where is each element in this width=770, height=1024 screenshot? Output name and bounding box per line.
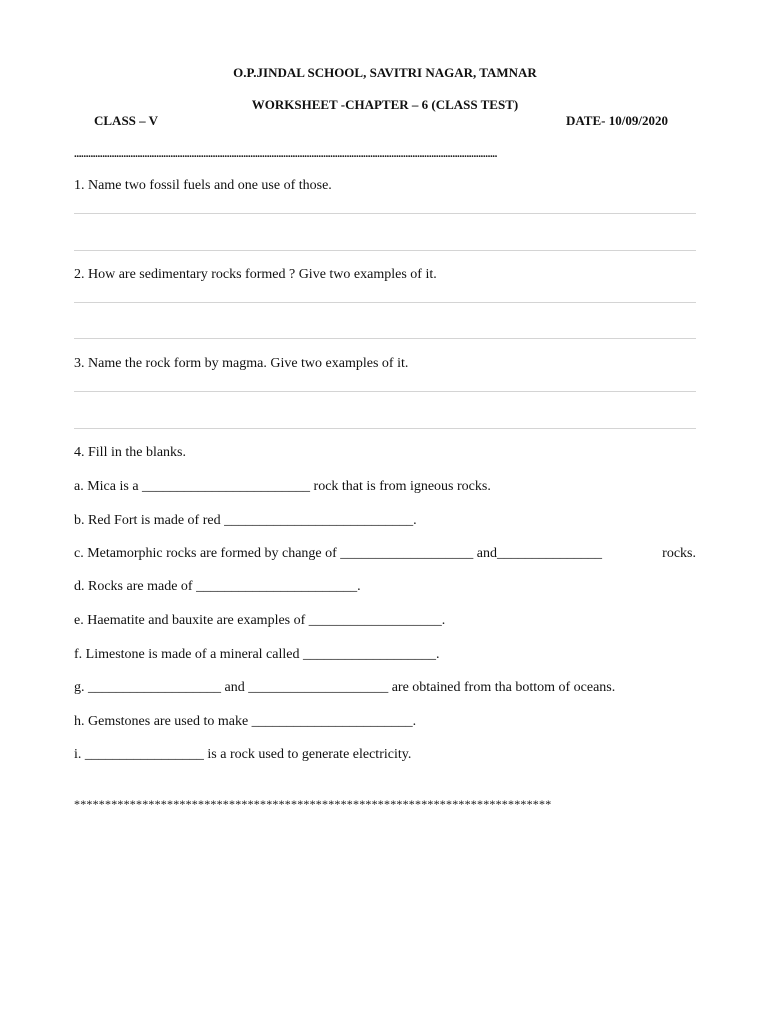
blank-f: f. Limestone is made of a mineral called ___________________. (74, 647, 440, 662)
star-separator: ***************************************************************************** (74, 797, 552, 811)
answer-line (74, 213, 696, 214)
blank-c-end: rocks. (662, 546, 696, 561)
answer-line (74, 428, 696, 429)
date-label: DATE- 10/09/2020 (566, 113, 668, 128)
blank-e: e. Haematite and bauxite are examples of ___________________. (74, 613, 446, 628)
answer-line (74, 302, 696, 303)
answer-line (74, 391, 696, 392)
blank-b: b. Red Fort is made of red ___________________________. (74, 513, 417, 528)
question-2: 2. How are sedimentary rocks formed ? Give two examples of it. (74, 267, 437, 282)
question-3: 3. Name the rock form by magma. Give two examples of it. (74, 356, 409, 371)
blank-h: h. Gemstones are used to make _______________________. (74, 714, 417, 729)
blank-d: d. Rocks are made of _______________________. (74, 579, 361, 594)
question-4: 4. Fill in the blanks. (74, 445, 186, 460)
blank-g: g. ___________________ and ____________________ are obtained from tha bottom of oceans. (74, 680, 616, 695)
answer-line (74, 250, 696, 251)
blank-a: a. Mica is a ________________________ rock that is from igneous rocks. (74, 479, 491, 494)
blank-c: c. Metamorphic rocks are formed by change of ___________________ and_______________ (74, 546, 602, 561)
blank-i: i. _________________ is a rock used to generate electricity. (74, 747, 412, 762)
dotted-separator: .................................................................................................................................................................................... (74, 148, 498, 160)
worksheet-title: WORKSHEET -CHAPTER – 6 (CLASS TEST) (251, 97, 519, 112)
question-1: 1. Name two fossil fuels and one use of those. (74, 178, 332, 193)
school-name: O.P.JINDAL SCHOOL, SAVITRI NAGAR, TAMNAR (233, 65, 537, 80)
class-label: CLASS – V (94, 113, 159, 128)
answer-line (74, 338, 696, 339)
